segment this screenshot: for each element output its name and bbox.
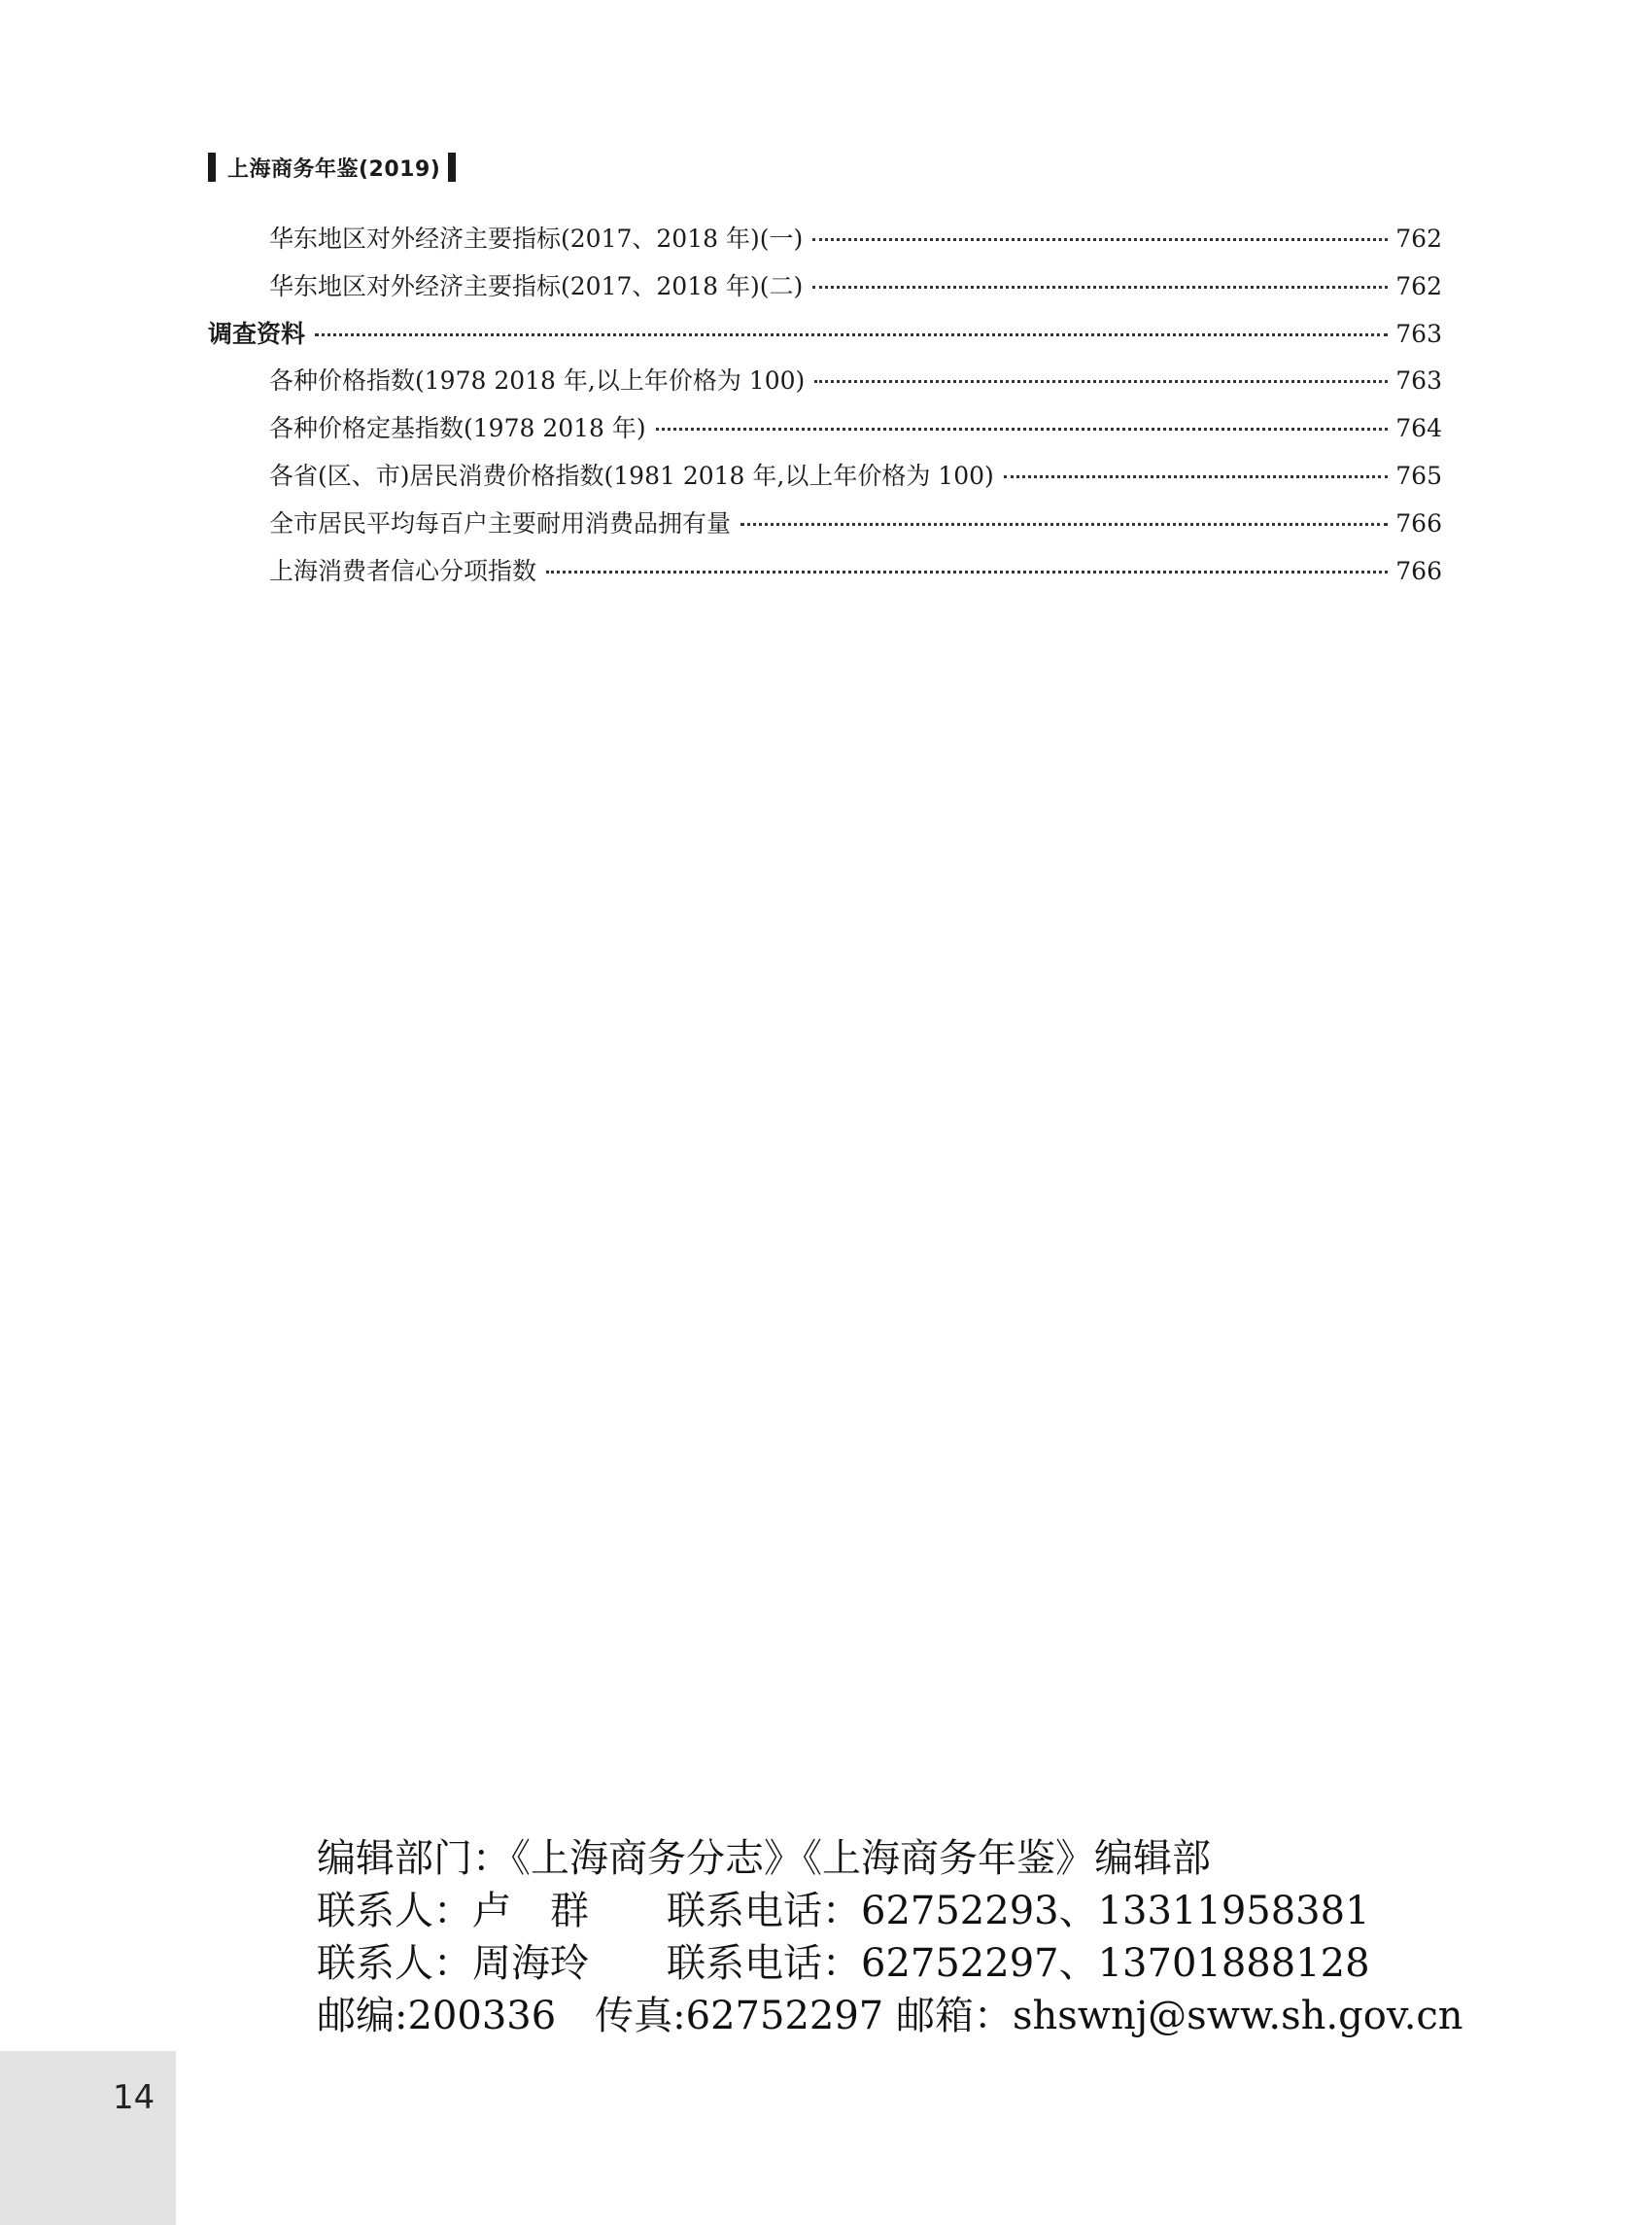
toc-leader-dots [1004,475,1388,478]
toc-section-title: 调查资料 [208,319,306,348]
header-bar-right [448,153,456,182]
toc-leader-dots [740,523,1388,526]
contact-postal-fax-email: 邮编:200336 传真:62752297 邮箱：shswnj@sww.sh.gov.cn [317,1994,1463,2038]
toc-entry-title: 各种价格定基指数(1978 2018 年) [269,414,646,443]
toc-entry-title: 全市居民平均每百户主要耐用消费品拥有量 [269,508,732,538]
toc-entry[interactable] [208,552,1442,600]
toc-leader-dots [812,238,1388,241]
toc-entry[interactable] [208,457,1442,504]
toc-section[interactable] [208,315,1442,363]
toc-entry-page: 762 [1395,271,1442,300]
toc-entry-title: 各种价格指数(1978 2018 年,以上年价格为 100) [269,366,806,396]
toc-leader-dots [814,380,1388,383]
toc-leader-dots [812,286,1388,289]
table-of-contents [208,220,1442,599]
toc-entry-page: 764 [1395,414,1442,443]
toc-entry-title: 华东地区对外经济主要指标(2017、2018 年)(二) [269,271,804,300]
toc-section-page: 763 [1395,319,1442,348]
toc-leader-dots [546,571,1388,574]
toc-entry-page: 762 [1395,225,1442,253]
toc-leader-dots [656,428,1388,431]
contact-person-2: 联系人：周海玲 联系电话：62752297、13701888128 [317,1941,1370,1986]
page-number: 14 [113,2078,155,2117]
running-header [208,151,456,184]
contact-person-1: 联系人：卢 群 联系电话：62752293、13311958381 [317,1889,1370,1933]
toc-entry[interactable] [208,220,1442,267]
toc-entry[interactable] [208,267,1442,315]
toc-entry[interactable] [208,504,1442,552]
toc-entry-page: 766 [1395,556,1442,585]
running-title: 上海商务年鉴(2019) [227,156,441,182]
contact-editorial-dept: 编辑部门：《上海商务分志》《上海商务年鉴》编辑部 [317,1836,1211,1881]
toc-entry[interactable] [208,409,1442,457]
contact-info-block [317,1832,1463,2042]
toc-leader-dots [315,333,1388,336]
toc-entry-page: 763 [1395,366,1442,396]
toc-entry-page: 766 [1395,508,1442,538]
page-number-box [0,2051,176,2225]
toc-entry[interactable] [208,362,1442,409]
header-bar-left [208,153,216,182]
toc-entry-title: 华东地区对外经济主要指标(2017、2018 年)(一) [269,225,804,253]
toc-entry-page: 765 [1395,461,1442,490]
toc-entry-title: 上海消费者信心分项指数 [269,556,537,585]
toc-entry-title: 各省(区、市)居民消费价格指数(1981 2018 年,以上年价格为 100) [269,461,994,490]
